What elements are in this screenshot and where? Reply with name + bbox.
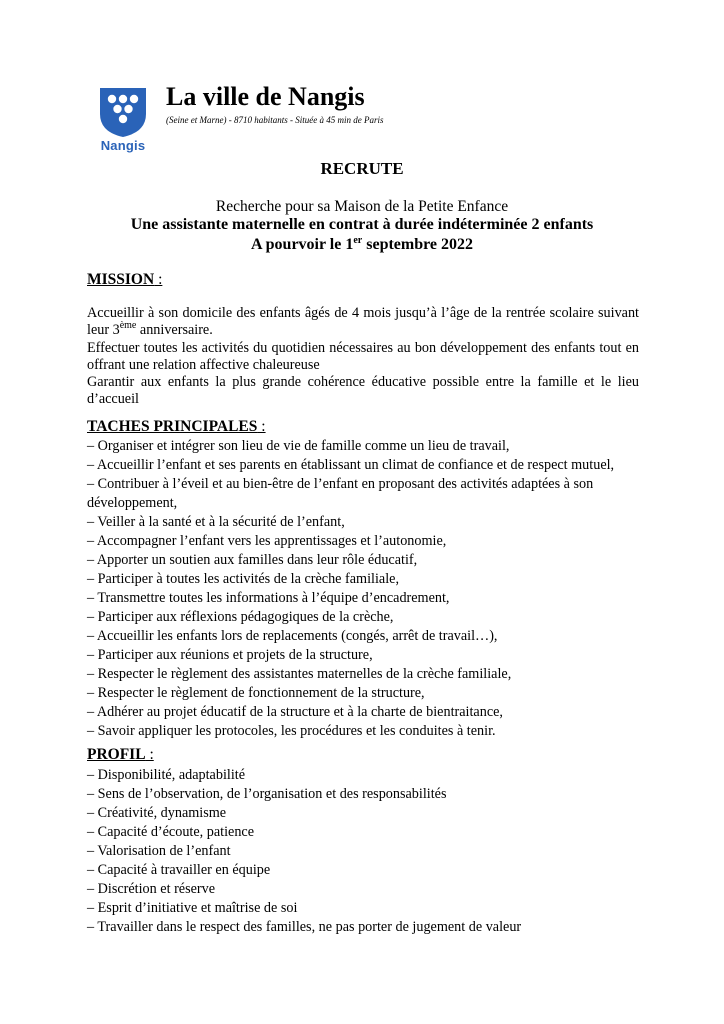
page-subtitle: (Seine et Marne) - 8710 habitants - Située à 45 min de Paris — [166, 115, 384, 125]
mission-heading-label: MISSION — [87, 271, 155, 288]
intro-text: Recherche pour sa Maison de la Petite Enfance — [215, 198, 509, 215]
mission-paragraph-3: Garantir aux enfants la plus grande cohérence éducative possible entre la famille et le lieu d’accueil — [87, 374, 639, 408]
mission-paragraph-1 — [87, 305, 639, 340]
list-item: – Apporter un soutien aux familles dans leur rôle éducatif, — [87, 552, 418, 568]
list-item: – Travailler dans le respect des familles, ne pas porter de jugement de valeur — [87, 919, 522, 935]
taches-heading-colon: : — [257, 418, 266, 435]
taches-list — [87, 437, 647, 741]
list-item: – Contribuer à l’éveil et au bien-être de l’enfant en proposant des activités adaptées à son — [87, 476, 594, 492]
start-date-prefix: A pourvoir le 1 — [250, 236, 354, 253]
list-item: – Respecter le règlement de fonctionnement de la structure, — [87, 685, 425, 701]
mission-heading — [87, 271, 162, 289]
nangis-logo — [94, 86, 152, 156]
shield-icon — [94, 86, 152, 138]
mission-p1-text: Accueillir à son domicile des enfants âgés de 4 mois jusqu’à l’âge de la rentrée scolaire suivant leur 3 — [87, 305, 639, 339]
list-item: – Esprit d’initiative et maîtrise de soi — [87, 900, 298, 916]
position-title: Une assistante maternelle en contrat à durée indéterminée 2 enfants — [130, 216, 594, 233]
list-item: – Accueillir l’enfant et ses parents en établissant un climat de confiance et de respect mutuel, — [87, 457, 615, 473]
list-item: – Participer aux réunions et projets de la structure, — [87, 647, 373, 663]
profil-heading-colon: : — [145, 746, 154, 763]
list-item: – Sens de l’observation, de l’organisation et des responsabilités — [87, 786, 447, 802]
mission-heading-colon: : — [154, 271, 163, 288]
list-item: – Valorisation de l’enfant — [87, 843, 231, 859]
start-date-sup: er — [353, 235, 363, 246]
mission-body — [87, 305, 639, 409]
list-item: – Accueillir les enfants lors de replacements (congés, arrêt de travail…), — [87, 628, 498, 644]
list-item: – Disponibilité, adaptabilité — [87, 767, 246, 783]
list-item: – Accompagner l’enfant vers les apprentissages et l’autonomie, — [87, 533, 447, 549]
profil-heading — [87, 746, 154, 764]
list-item: – Veiller à la santé et à la sécurité de l’enfant, — [87, 514, 345, 530]
list-item: – Savoir appliquer les protocoles, les procédures et les conduites à tenir. — [87, 723, 496, 739]
profil-heading-label: PROFIL — [87, 746, 146, 763]
page-title: La ville de Nangis — [166, 82, 365, 111]
mission-p1-sup: ème — [119, 320, 137, 332]
list-item: développement, — [87, 495, 178, 511]
list-item: – Capacité à travailler en équipe — [87, 862, 271, 878]
taches-heading-label: TACHES PRINCIPALES — [87, 418, 258, 435]
start-date — [86, 236, 638, 254]
list-item: – Participer aux réflexions pédagogiques de la crèche, — [87, 609, 394, 625]
profil-list — [87, 766, 647, 937]
list-item: – Transmettre toutes les informations à l’équipe d’encadrement, — [87, 590, 450, 606]
mission-p1-end: anniversaire. — [136, 322, 213, 339]
list-item: – Créativité, dynamisme — [87, 805, 227, 821]
start-date-suffix: septembre 2022 — [362, 236, 474, 253]
list-item: – Organiser et intégrer son lieu de vie de famille comme un lieu de travail, — [87, 438, 510, 454]
list-item: – Capacité d’écoute, patience — [87, 824, 255, 840]
taches-heading — [87, 418, 266, 436]
recrute-heading: RECRUTE — [320, 159, 404, 178]
list-item: – Participer à toutes les activités de la crèche familiale, — [87, 571, 399, 587]
list-item: – Adhérer au projet éducatif de la structure et à la charte de bientraitance, — [87, 704, 503, 720]
logo-text: Nangis — [100, 138, 146, 153]
list-item: – Respecter le règlement des assistantes maternelles de la crèche familiale, — [87, 666, 512, 682]
mission-paragraph-2: Effectuer toutes les activités du quotidien nécessaires au bon développement des enfants tout en offrant une relation affective chaleureuse — [87, 339, 639, 373]
list-item: – Discrétion et réserve — [87, 881, 216, 897]
